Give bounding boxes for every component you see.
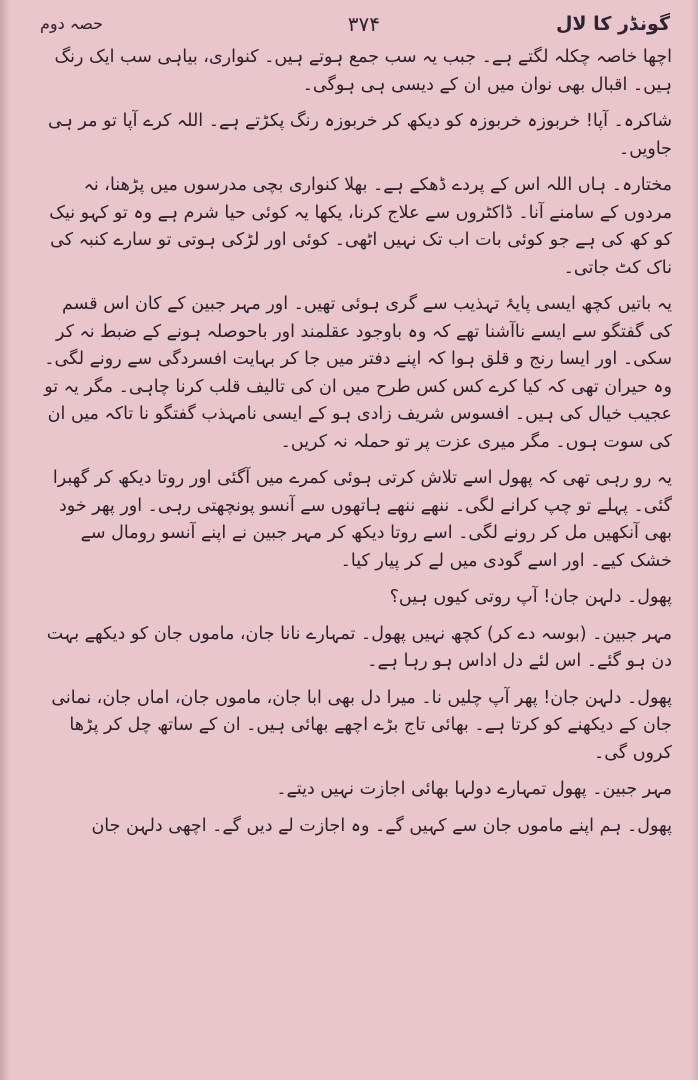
page-header xyxy=(40,6,670,42)
paragraph: پھول۔ دلہن جان! آپ روتی کیوں ہیں؟ xyxy=(389,587,672,607)
page-edge-left xyxy=(0,0,10,1080)
paragraph: پھول۔ دلہن جان! پھر آپ چلیں نا۔ میرا دل بھی ابا جان، ماموں جان، اماں جان، نمانی جان کے دیکھنے کو کرتا ہے۔ بھائی تاج بڑے اچھے بھائی ہیں۔ ان کے ساتھ چل کر پڑھا کروں گی۔ xyxy=(51,687,672,763)
paragraph: یہ رو رہی تھی کہ پھول اسے تلاش کرتی ہوئی کمرے میں آگئی اور روتا دیکھ کر گھبرا گئی۔ پہلے تو چپ کرانے لگی۔ ننھے ننھے ہاتھوں سے آنسو پونچھتی رہی۔ اور پھر خود بھی آنکھیں مل کر رونے لگی۔ اسے روتا دیکھ کر مہر جبین نے اپنے آنسو رومال سے خشک کیے۔ اور اسے گودی میں لے کر پیار کیا۔ xyxy=(52,468,672,571)
page-number: ۳۷۴ xyxy=(347,12,380,36)
paragraph: اچھا خاصہ چکلہ لگتے ہے۔ جبب یہ سب جمع ہوتے ہیں۔ کنواری، بیاہی سب ایک رنگ ہیں۔ اقبال بھی نوان میں ان کے دیسی ہی ہوگی۔ xyxy=(54,47,672,95)
book-title: گونڈر کا لال xyxy=(555,13,670,35)
page-edge-right xyxy=(690,0,698,1080)
page-body xyxy=(40,44,672,849)
paragraph: مہر جبین۔ پھول تمہارے دولہا بھائی اجازت نہیں دیتے۔ xyxy=(276,779,672,799)
paragraph: مہر جبین۔ (بوسہ دے کر) کچھ نہیں پھول۔ تمہارے نانا جان، ماموں جان کو دیکھے بہت دن ہو گئے۔ اس لئے دل اداس ہو رہا ہے۔ xyxy=(46,623,672,671)
section-label: حصہ دوم xyxy=(40,14,103,33)
paragraph: شاکرہ۔ آپا! خربوزہ خربوزہ کو دیکھ کر خربوزہ رنگ پکڑتے ہے۔ اللہ کرے آپا تو مر ہی جاویں۔ xyxy=(48,111,672,159)
paragraph: پھول۔ ہم اپنے ماموں جان سے کہیں گے۔ وہ اجازت لے دیں گے۔ اچھی دلہن جان xyxy=(91,815,672,836)
paragraph: یہ باتیں کچھ ایسی پایۂ تہذیب سے گری ہوئی تھیں۔ اور مہر جبین کے کان اس قسم کی گفتگو سے ایسے ناآشنا تھے کہ وہ باوجود عقلمند اور باحوصلہ ہونے کے ضبط نہ کر سکی۔ اور ایسا رنج و قلق ہوا کہ اپنے دفتر میں جا کر بہایت افسردگی سے رونے لگی۔ وہ حیران تھی کہ کیا کرے کس کس طرح میں ان کی تالیف قلب کرنا چاہی۔ مگر یہ تو عجیب خیال کی ہیں۔ افسوس شریف زادی ہو کے ایسی نامہذب گفتگو نا تاکہ میں ان کی سوت ہوں۔ مگر میری عزت پر تو حملہ نہ کریں۔ xyxy=(44,294,672,452)
paragraph: مختارہ۔ ہاں اللہ اس کے پردے ڈھکے ہے۔ بھلا کنواری بچی مدرسوں میں پڑھنا، نہ مردوں کے سامنے آنا۔ ڈاکٹروں سے علاج کرنا، یکھا یہ کوئی حیا شرم ہے وہ تو کہو نیک کو کھ کی ہے جو کوئی بات اب تک نہیں اٹھی۔ کوئی اور لڑکی ہوتی تو سارے کنبہ کی ناک کٹ جاتی۔ xyxy=(49,175,672,278)
